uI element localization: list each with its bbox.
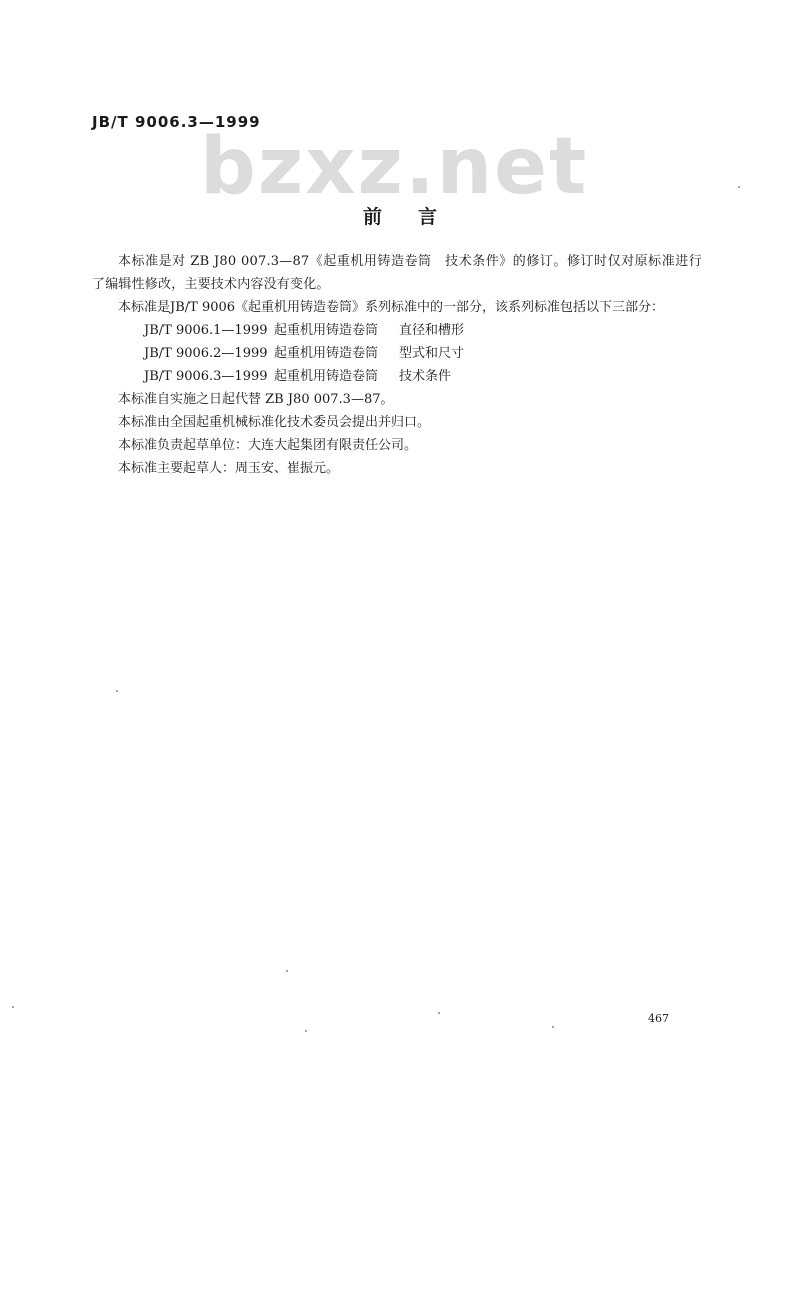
scan-speck (116, 690, 118, 692)
part-subject: 技术条件 (399, 369, 452, 384)
part-name: 起重机用铸造卷筒 (274, 369, 379, 384)
scan-speck (12, 1006, 14, 1008)
parts-list (92, 319, 702, 388)
scan-speck (286, 970, 288, 972)
paragraph-replaces: 本标准自实施之日起代替 ZB J80 007.3—87。 (118, 392, 394, 407)
paragraph-revision: 本标准是对 ZB J80 007.3—87《起重机用铸造卷筒 技术条件》的修订。修订时仅对原标准进行了编辑性修改，主要技术内容没有变化。 (92, 254, 702, 292)
list-item (92, 319, 702, 342)
scan-speck (552, 1026, 554, 1028)
paragraph-drafters: 本标准主要起草人：周玉安、崔振元。 (118, 461, 340, 476)
part-subject: 直径和槽形 (399, 323, 465, 338)
watermark: bzxz.net (200, 122, 589, 212)
scan-speck (438, 1012, 440, 1014)
paragraph-proposer: 本标准由全国起重机械标准化技术委员会提出并归口。 (118, 415, 431, 430)
part-code: JB/T 9006.1—1999 (144, 323, 268, 338)
page-title: 前言 (362, 206, 473, 228)
paragraph-series: 本标准是JB/T 9006《起重机用铸造卷筒》系列标准中的一部分，该系列标准包括以下三部分： (118, 300, 665, 315)
part-name: 起重机用铸造卷筒 (274, 346, 379, 361)
standard-number: JB/T 9006.3—1999 (92, 113, 261, 131)
list-item (92, 342, 702, 365)
part-code: JB/T 9006.2—1999 (144, 346, 268, 361)
scan-speck (738, 186, 740, 188)
part-subject: 型式和尺寸 (399, 346, 465, 361)
part-code: JB/T 9006.3—1999 (144, 369, 268, 384)
paragraph-drafting-unit: 本标准负责起草单位：大连大起集团有限责任公司。 (118, 438, 418, 453)
list-item (92, 365, 702, 388)
foreword-body (92, 250, 702, 480)
scan-speck (305, 1030, 307, 1032)
page-number: 467 (648, 1012, 669, 1025)
part-name: 起重机用铸造卷筒 (274, 323, 379, 338)
